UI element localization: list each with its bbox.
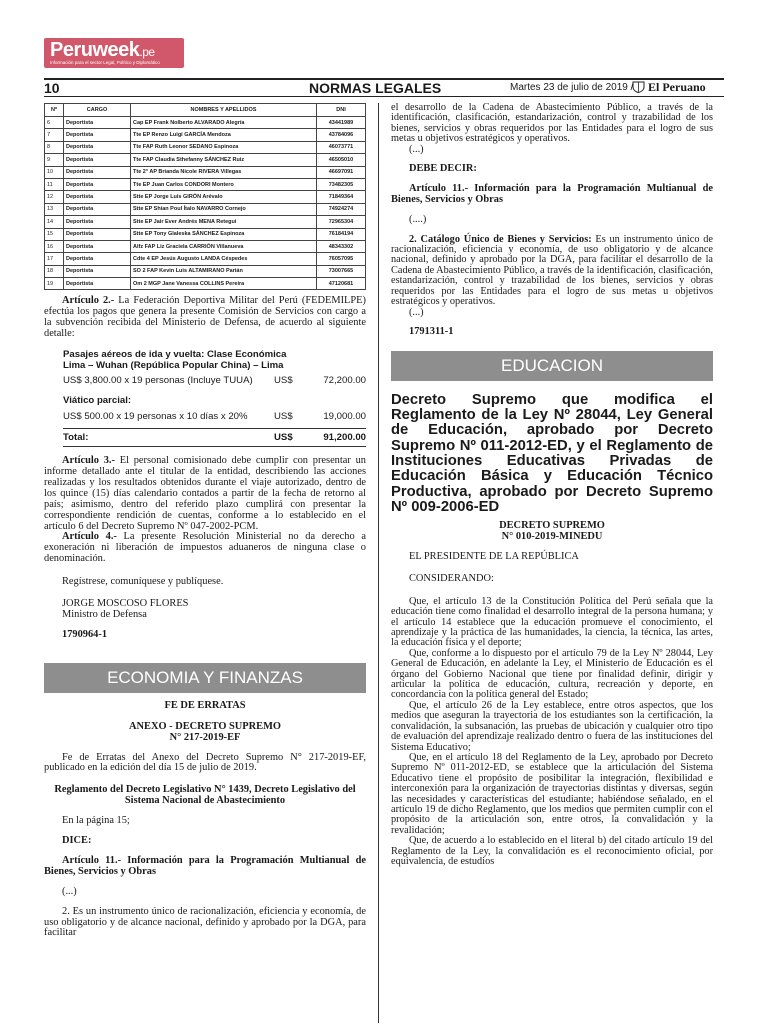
anexo-number: N° 217-2019-EF (169, 731, 241, 743)
cost-heading-2: Lima – Wuhan (República Popular China) – Lima (63, 360, 284, 372)
ellipsis: (....) (409, 213, 427, 225)
table-cell-dni: 43441989 (317, 117, 366, 129)
table-row (45, 154, 366, 166)
table-cell-cargo: Deportista (64, 117, 131, 129)
table-cell-number: 11 (45, 178, 64, 190)
publication-code: 1790964-1 (62, 628, 108, 640)
table-cell-name: Tte EP Juan Carlos CONDORI Montero (131, 178, 317, 190)
table-row (45, 216, 366, 228)
table-cell-cargo: Deportista (64, 129, 131, 141)
table-cell-number: 15 (45, 228, 64, 240)
table-cell-number: 9 (45, 154, 64, 166)
article-11-debe-decir: Artículo 11.- Información para la Programación Multianual de Bienes, Servicios y Obras (391, 182, 713, 205)
table-row (45, 166, 366, 178)
considerando-1: Que, el artículo 13 de la Constitución Política del Perú señala que la educación tiene como finalidad el desarrollo integral de la persona humana; y el artículo 14 establece que la educación promueve el conocimiento, el aprendizaje y la práctica de las humanidades, la ciencia, la técnica, las artes, la educación física y el deporte; (391, 595, 713, 649)
cost-detail (44, 349, 366, 447)
article-4: Artículo 4.- La presente Resolución Ministerial no da derecho a exoneración ni liberación de impuestos aduaneros de ninguna clase o denominación. (44, 531, 366, 565)
table-header-row (45, 104, 366, 117)
table-cell-number: 6 (45, 117, 64, 129)
table-row (45, 253, 366, 265)
table-cell-dni: 43784096 (317, 129, 366, 141)
table-cell-dni: 74924274 (317, 203, 366, 215)
table-cell-name: Cdte 4 EP Jesús Augusto LANDA Céspedes (131, 253, 317, 265)
table-cell-name: Stte EP Tony Glaleska SÁNCHEZ Espinoza (131, 228, 317, 240)
table-row (45, 191, 366, 203)
crest-icon (632, 81, 645, 93)
newspaper-name: El Peruano (648, 80, 706, 94)
cost-row-total: Total: US$ 91,200.00 (63, 432, 366, 444)
table-cell-cargo: Deportista (64, 228, 131, 240)
table-cell-dni: 48343302 (317, 240, 366, 252)
anexo-label: ANEXO - DECRETO SUPREMO (129, 720, 281, 732)
table-row (45, 240, 366, 252)
athletes-table (44, 103, 366, 290)
considerando-3: Que, el artículo 26 de la Ley establece, entre otros aspectos, que los medios que aseguran la trayectoria de los estudiantes son la certificación, la convalidación, la subsanación, las pruebas de ubicación y cualquier otro tipo de evaluación del aprendizaje realizado dentro o fuera de las instituciones del Sistema Educativo; (391, 699, 713, 753)
article-3: Artículo 3.- El personal comisionado debe cumplir con presentar un informe detallado ante el titular de la entidad, describiendo las acciones realizadas y los resultados obtenidos durante el viaje autorizado, dentro de los quince (15) días calendario contados a partir de la fecha de retorno al país; asimismo, dentro del referido plazo cumplirá con presentar la correspondiente rendición de cuentas, conforme a lo establecido en el artículo 6 del Decreto Supremo Nº 047-2002-PCM. (44, 455, 366, 532)
table-cell-name: Tte FAP Claudia Sthefanny SÁNCHEZ Ruiz (131, 154, 317, 166)
continued-text: el desarrollo de la Cadena de Abastecimiento Público, a través de la identificación, clasificación, estandarización, control y trazabilidad de los bienes, servicios y obras requeridos por las Entidades para el logro de sus metas u objetivos estratégicos y operativos. (391, 102, 713, 145)
table-cell-cargo: Deportista (64, 191, 131, 203)
table-cell-cargo: Deportista (64, 166, 131, 178)
cost-row-flights: US$ 3,800.00 x 19 personas (Incluye TUUA) US$ 72,200.00 (63, 375, 366, 387)
table-cell-number: 10 (45, 166, 64, 178)
table-row (45, 265, 366, 277)
table-cell-name: Om 2 MGP Jane Vanessa COLLINS Pereira (131, 278, 317, 290)
table-cell-dni: 72965304 (317, 216, 366, 228)
table-cell-name: Stte EP Jorge Luis GIRÓN Arévalo (131, 191, 317, 203)
closing-formula: Regístrese, comuníquese y publíquese. (62, 576, 224, 588)
signer-title: Ministro de Defensa (62, 608, 147, 620)
table-row (45, 129, 366, 141)
item-2-debe-decir: 2. Catálogo Único de Bienes y Servicios: Es un instrumento único de racionalización, eficiencia y economía, de uso obligatorio y de alcance nacional, definido y aprobado por la DGA, para facilitar el desarrollo de la Cadena de Abastecimiento Público, a través de la identificación, clasificación, estandarización, control y trazabilidad de los bienes, servicios y obras requeridos por las Entidades para el logro de sus metas u objetivos estratégicos y operativos. (391, 233, 713, 308)
table-cell-cargo: Deportista (64, 240, 131, 252)
table-row (45, 141, 366, 153)
considerando-4: Que, en el artículo 18 del Reglamento de la Ley, aprobado por Decreto Supremo Nº 011-2012-ED, se establece que la articulación del Sistema Educativo tiene el propósito de posibilitar la integración, flexibilidad e interconexión para la organización de trayectorias distintas y diversas, según las necesidades y características del estudiante; habiéndose señalado, en el artículo 19 de dicho Reglamento, que los medios que permiten cumplir con el propósito de la articulación son, entre otros, la convalidación y la revalidación; (391, 751, 713, 836)
page-number: 10 (44, 80, 60, 96)
left-column (44, 103, 366, 939)
article-2: Artículo 2.- La Federación Deportiva Militar del Perú (FEDEMILPE) efectúa los pagos que genera la presente Comisión de Servicios con cargo a la subvención recibida del Ministerio de Defensa, de acuerdo al siguiente detalle: (44, 295, 366, 340)
column-divider (378, 103, 379, 1023)
table-row (45, 178, 366, 190)
table-cell-dni: 46073771 (317, 141, 366, 153)
section-band-educacion: EDUCACION (391, 351, 713, 381)
publication-date: Martes 23 de julio de 2019 / (510, 82, 634, 93)
table-column-header: Nº (45, 104, 64, 117)
table-cell-number: 7 (45, 129, 64, 141)
table-cell-name: Cap EP Frank Nolberto ALVARADO Alegría (131, 117, 317, 129)
table-cell-number: 16 (45, 240, 64, 252)
section-title: NORMAS LEGALES (309, 80, 442, 96)
table-row (45, 228, 366, 240)
decree-title: Decreto Supremo que modifica el Reglamento de la Ley Nº 28044, Ley General de Educación, aprobado por Decreto Supremo Nº 011-2012-ED, y el Reglamento de Instituciones Educativas Privadas de Educación Básica y Educación Técnico Productiva, aprobado por Decreto Supremo Nº 009-2006-ED (391, 391, 713, 515)
table-cell-dni: 46505010 (317, 154, 366, 166)
table-cell-name: Alfz FAP Liz Graciela CARRIÓN Villanueva (131, 240, 317, 252)
table-cell-name: Tte EP Renzo Luigi GARCÍA Mendoza (131, 129, 317, 141)
cost-heading-1: Pasajes aéreos de ida y vuelta: Clase Económica (63, 349, 287, 361)
considerando-5: Que, de acuerdo a lo establecido en el literal b) del citado artículo 19 del Reglamento de la Ley, la convalidación es el reconocimiento oficial, por equivalencia, de estudios (391, 835, 713, 867)
table-row (45, 278, 366, 290)
table-cell-number: 19 (45, 278, 64, 290)
table-cell-cargo: Deportista (64, 154, 131, 166)
table-cell-name: Stte EP Shian Poul Ítalo NAVARRO Cornejo (131, 203, 317, 215)
debe-decir-label: DEBE DECIR: (409, 163, 477, 175)
decree-number: N° 010-2019-MINEDU (501, 531, 603, 543)
table-cell-number: 18 (45, 265, 64, 277)
table-cell-number: 17 (45, 253, 64, 265)
ellipsis: (...) (62, 885, 77, 897)
table-cell-dni: 46697091 (317, 166, 366, 178)
table-cell-cargo: Deportista (64, 278, 131, 290)
table-cell-cargo: Deportista (64, 203, 131, 215)
article-11-dice: Artículo 11.- Información para la Programación Multianual de Bienes, Servicios y Obras (44, 854, 366, 877)
table-cell-number: 13 (45, 203, 64, 215)
president-heading: EL PRESIDENTE DE LA REPÚBLICA (409, 551, 579, 562)
table-cell-dni: 73482305 (317, 178, 366, 190)
table-column-header: DNI (317, 104, 366, 117)
right-column (391, 103, 713, 867)
table-cell-number: 8 (45, 141, 64, 153)
table-cell-name: Stte EP Jair Ever Andrés MENA Retegui (131, 216, 317, 228)
cost-heading-3: Viático parcial: (63, 395, 132, 407)
table-cell-dni: 73007665 (317, 265, 366, 277)
ellipsis: (...) (409, 306, 424, 318)
item-2-dice: 2. Es un instrumento único de racionalización, eficiencia y economía, de uso obligatorio y de alcance nacional, definido y aprobado por la DGA, para facilitar (44, 905, 366, 939)
publication-code: 1791311-1 (409, 325, 454, 337)
decree-label: DECRETO SUPREMO (499, 520, 605, 532)
considerando-2: Que, conforme a lo dispuesto por el artículo 79 de la Ley Nº 28044, Ley General de Educación, en adelante la Ley, el Ministerio de Educación es el órgano del Gobierno Nacional que tiene por finalidad definir, dirigir y articular la política de educación, cultura, recreación y deporte, en concordancia con la política general del Estado; (391, 647, 713, 701)
table-body (45, 117, 366, 290)
table-cell-number: 14 (45, 216, 64, 228)
table-cell-dni: 71849364 (317, 191, 366, 203)
table-cell-cargo: Deportista (64, 141, 131, 153)
logo-tagline: Información para el sector Legal, Político y Diplomático (50, 60, 160, 65)
dice-label: DICE: (62, 835, 92, 847)
table-column-header: NOMBRES Y APELLIDOS (131, 104, 317, 117)
reglamento-title: Reglamento del Decreto Legislativo N° 1439, Decreto Legislativo del Sistema Nacional de Abastecimiento (54, 784, 356, 807)
table-cell-cargo: Deportista (64, 265, 131, 277)
section-band-economia: ECONOMIA Y FINANZAS (44, 663, 366, 693)
logo-text: Peruweek.pe (50, 39, 155, 61)
considerando-heading: CONSIDERANDO: (409, 572, 494, 584)
fe-text: Fe de Erratas del Anexo del Decreto Supremo N° 217-2019-EF, publicado en la edición del día 15 de julio de 2019. (44, 751, 366, 774)
table-cell-name: Tte FAP Ruth Leonor SEDANO Espinoza (131, 141, 317, 153)
table-cell-cargo: Deportista (64, 253, 131, 265)
table-row (45, 117, 366, 129)
table-cell-name: SO 2 FAP Kevin Luis ALTAMIRANO Parián (131, 265, 317, 277)
signer-name: JORGE MOSCOSO FLORES (62, 598, 189, 610)
peruweek-logo (44, 38, 184, 68)
table-row (45, 203, 366, 215)
total-rule-bottom (63, 446, 366, 447)
ellipsis: (...) (409, 143, 424, 155)
table-cell-name: Tte 2° AP Brianda Nicole RIVERA Villegas (131, 166, 317, 178)
table-column-header: CARGO (64, 104, 131, 117)
table-cell-dni: 76184194 (317, 228, 366, 240)
total-rule (63, 428, 366, 429)
table-cell-number: 12 (45, 191, 64, 203)
table-cell-cargo: Deportista (64, 178, 131, 190)
table-cell-cargo: Deportista (64, 216, 131, 228)
table-cell-dni: 76057095 (317, 253, 366, 265)
table-cell-dni: 47120681 (317, 278, 366, 290)
fe-de-erratas-title: FE DE ERRATAS (164, 699, 246, 711)
header-rule-bottom (44, 96, 724, 97)
cost-row-viatico: US$ 500.00 x 19 personas x 10 días x 20% US$ 19,000.00 (63, 411, 366, 423)
en-pagina: En la página 15; (62, 815, 130, 827)
